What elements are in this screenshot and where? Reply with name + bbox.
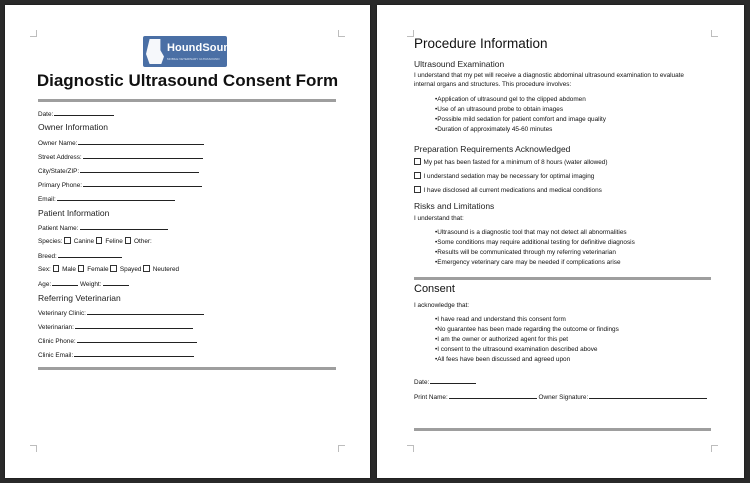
exam-intro-line-2: internal organs and structures. This procedure involves: (414, 81, 572, 88)
houndsound-logo (143, 36, 238, 67)
sex-option-spayed[interactable]: Spayed (110, 266, 141, 273)
checkbox[interactable] (64, 237, 71, 244)
patient-name-field[interactable]: Patient Name: (38, 223, 168, 232)
exam-bullet: • Application of ultrasound gel to the clipped abdomen (435, 96, 586, 103)
owner-email-field[interactable]: Email: (38, 194, 175, 203)
sex-option-neutered[interactable]: Neutered (143, 266, 179, 273)
exam-intro-line-1: I understand that my pet will receive a diagnostic abdominal ultrasound examination to evaluate (414, 72, 684, 79)
crop-mark (30, 30, 37, 37)
consent-divider-top (414, 277, 711, 280)
checkbox[interactable] (414, 186, 421, 193)
consent-bullet: • I consent to the ultrasound examination described above (435, 346, 597, 353)
clinic-email-field[interactable]: Clinic Email: (38, 350, 194, 359)
owner-name-field[interactable]: Owner Name: (38, 138, 204, 147)
consent-intro: I acknowledge that: (414, 302, 470, 309)
form-title: Diagnostic Ultrasound Consent Form (36, 71, 339, 90)
prep-item-medications[interactable]: I have disclosed all current medications and medical conditions (414, 186, 602, 194)
signature-row (414, 392, 707, 401)
consent-bullet: • No guarantee has been made regarding the outcome or findings (435, 326, 619, 333)
footer-divider (38, 367, 336, 370)
crop-mark (30, 445, 37, 452)
species-option-feline[interactable]: Feline (96, 238, 123, 245)
crop-mark (711, 30, 718, 37)
species-field: Species: Canine Feline Other: (38, 238, 152, 245)
crop-mark (711, 445, 718, 452)
risks-heading: Risks and Limitations (414, 201, 495, 211)
prep-item-fasted[interactable]: My pet has been fasted for a minimum of 8 hours (water allowed) (414, 158, 608, 166)
consent-form-page-1 (5, 5, 370, 478)
consent-heading: Consent (414, 283, 455, 295)
logo-name: HoundSound (167, 42, 238, 54)
date-field[interactable]: Date: (38, 109, 114, 118)
breed-field[interactable]: Breed: (38, 251, 122, 260)
street-address-field[interactable]: Street Address: (38, 152, 203, 161)
logo-tagline: MOBILE VETERINARY ULTRASOUND (167, 57, 220, 61)
exam-bullet: • Possible mild sedation for patient comfort and image quality (435, 116, 606, 123)
primary-phone-field[interactable]: Primary Phone: (38, 180, 202, 189)
patient-section-heading: Patient Information (38, 208, 110, 218)
age-field[interactable]: Age: (38, 281, 78, 288)
owner-signature-field[interactable]: Owner Signature: (539, 394, 708, 401)
checkbox[interactable] (53, 265, 60, 272)
hound-logo-icon (146, 39, 164, 64)
consent-divider-bottom (414, 428, 711, 431)
species-option-other[interactable]: Other: (125, 238, 152, 245)
age-weight-field (38, 279, 129, 288)
weight-field[interactable]: Weight: (80, 281, 129, 288)
procedure-title: Procedure Information (414, 36, 548, 51)
species-option-canine[interactable]: Canine (64, 238, 94, 245)
prep-heading: Preparation Requirements Acknowledged (414, 144, 571, 154)
crop-mark (407, 30, 414, 37)
exam-heading: Ultrasound Examination (414, 59, 505, 69)
checkbox[interactable] (110, 265, 117, 272)
consent-bullet: • All fees have been discussed and agreed upon (435, 356, 570, 363)
crop-mark (338, 30, 345, 37)
risk-bullet: • Some conditions may require additional testing for definitive diagnosis (435, 239, 635, 246)
clinic-phone-field[interactable]: Clinic Phone: (38, 336, 197, 345)
exam-bullet: • Use of an ultrasound probe to obtain images (435, 106, 563, 113)
checkbox[interactable] (96, 237, 103, 244)
risks-intro: I understand that: (414, 215, 464, 222)
owner-section-heading: Owner Information (38, 122, 108, 132)
checkbox[interactable] (143, 265, 150, 272)
vet-section-heading: Referring Veterinarian (38, 293, 121, 303)
consent-date-field[interactable]: Date: (414, 377, 476, 386)
consent-form-page-2 (377, 5, 744, 478)
consent-bullet: • I am the owner or authorized agent for this pet (435, 336, 568, 343)
consent-bullet: • I have read and understand this consent form (435, 316, 566, 323)
veterinary-clinic-field[interactable]: Veterinary Clinic: (38, 308, 204, 317)
checkbox[interactable] (414, 172, 421, 179)
checkbox[interactable] (125, 237, 132, 244)
exam-bullet: • Duration of approximately 45-60 minutes (435, 126, 552, 133)
risk-bullet: • Ultrasound is a diagnostic tool that may not detect all abnormalities (435, 229, 627, 236)
print-name-field[interactable]: Print Name: (414, 394, 537, 401)
veterinarian-field[interactable]: Veterinarian: (38, 322, 193, 331)
sex-option-male[interactable]: Male (53, 266, 76, 273)
risk-bullet: • Results will be communicated through my referring veterinarian (435, 249, 616, 256)
prep-item-sedation[interactable]: I understand sedation may be necessary for optimal imaging (414, 172, 594, 180)
crop-mark (338, 445, 345, 452)
sex-option-female[interactable]: Female (78, 266, 109, 273)
checkbox[interactable] (78, 265, 85, 272)
sex-field: Sex: Male Female Spayed Neutered (38, 266, 180, 273)
checkbox[interactable] (414, 158, 421, 165)
crop-mark (407, 445, 414, 452)
city-state-zip-field[interactable]: City/State/ZIP: (38, 166, 199, 175)
risk-bullet: • Emergency veterinary care may be needed if complications arise (435, 259, 621, 266)
title-divider (38, 99, 336, 102)
